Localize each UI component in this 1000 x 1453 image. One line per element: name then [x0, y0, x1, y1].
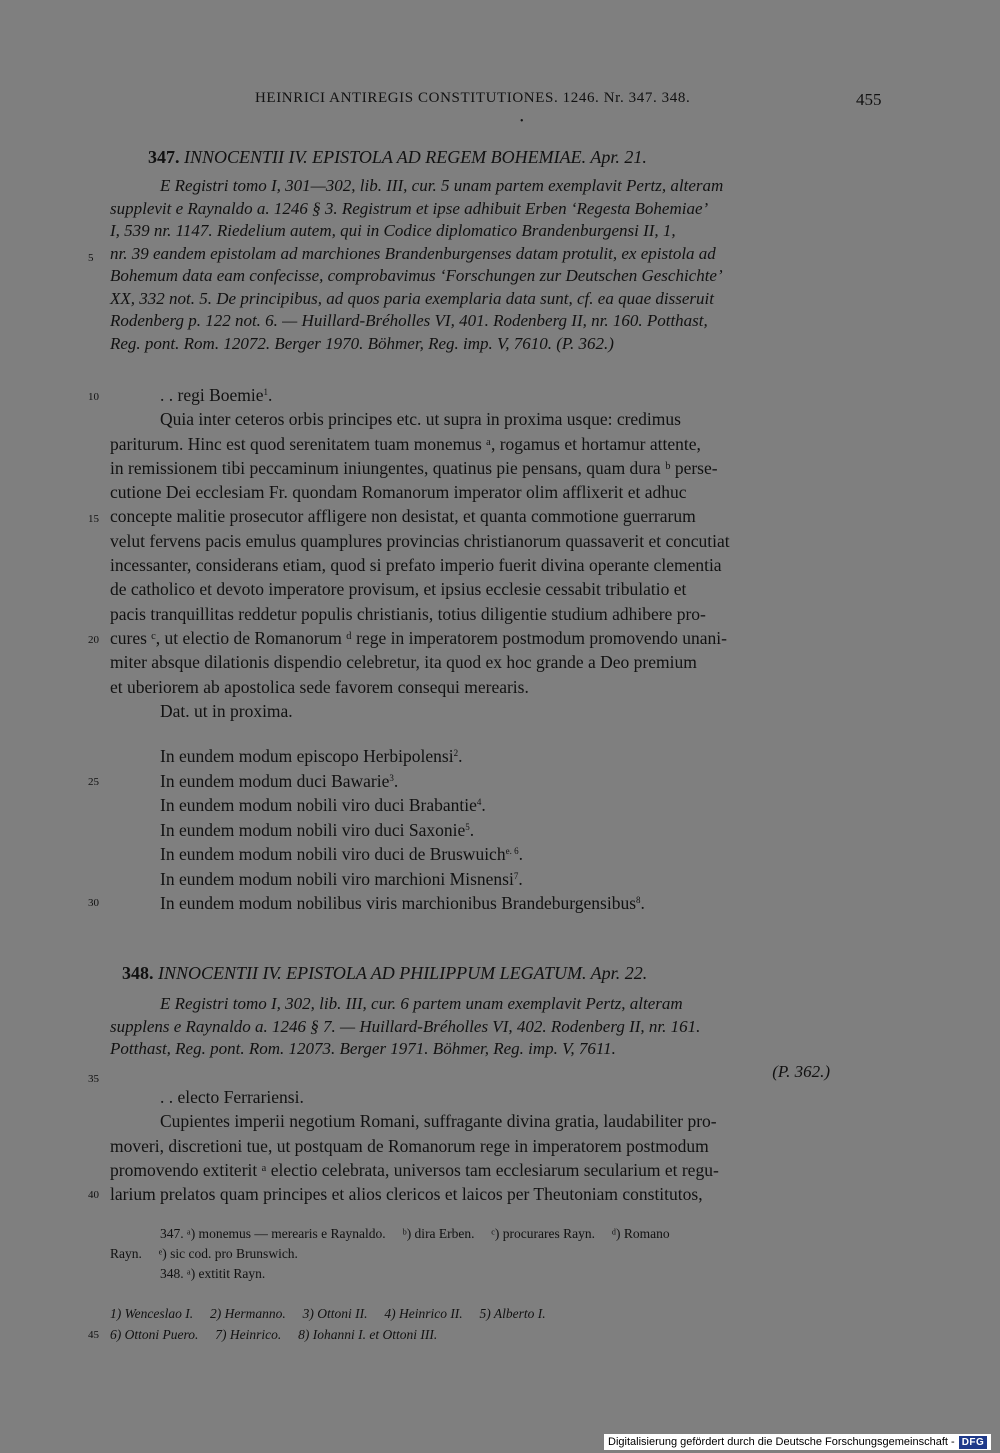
- text-line: Quia inter ceteros orbis principes etc. ut supra in proxima usque: credimus: [160, 409, 681, 430]
- text-line: et uberiorem ab apostolica sede favorem consequi merearis.: [110, 676, 529, 697]
- eundem-end: .: [640, 893, 645, 913]
- line-number: 5: [88, 252, 94, 264]
- text-line: in remissionem tibi peccaminum iniungentes, quatinus pie pensans, quam dura ᵇ perse-: [110, 457, 718, 478]
- text-line: cures ᶜ, ut electio de Romanorum ᵈ rege in imperatorem postmodum promovendo unani-: [110, 627, 727, 648]
- text-line: velut fervens pacis emulus quamplures provincias christianorum quassaverit et concutiat: [110, 530, 730, 551]
- apparatus-line: Rayn. ᵉ) sic cod. pro Brunswich.: [110, 1246, 298, 1261]
- footnote-ref: 3: [389, 772, 394, 783]
- line-number: 40: [88, 1189, 99, 1201]
- apparatus-line: 347. ᵃ) monemus — merearis e Raynaldo. ᵇ) dira Erben. ᶜ) procurares Rayn. ᵈ) Romano: [160, 1226, 670, 1241]
- source-line: Reg. pont. Rom. 12072. Berger 1970. Böhmer, Reg. imp. V, 7610. (P. 362.): [110, 333, 614, 353]
- line-number: 25: [88, 776, 99, 788]
- salutation: . . electo Ferrariensi.: [160, 1087, 304, 1107]
- source-end: (P. 362.): [772, 1061, 830, 1081]
- eundem-text: In eundem modum nobili viro duci Brabantie: [160, 795, 477, 815]
- dat-line: Dat. ut in proxima.: [160, 700, 293, 721]
- persons-line: 1) Wenceslao I. 2) Hermanno. 3) Ottoni II. 4) Heinrico II. 5) Alberto I.: [110, 1306, 546, 1321]
- footnote-ref: 8: [636, 895, 641, 905]
- text-line: Cupientes imperii negotium Romani, suffragante divina gratia, laudabiliter pro-: [160, 1111, 717, 1132]
- eundem-text: In eundem modum episcopo Herbipolensi: [160, 746, 454, 766]
- doc-347-source: [110, 175, 882, 355]
- text-line: moveri, discretioni tue, ut postquam de Romanorum rege in imperatorem postmodum: [110, 1135, 709, 1156]
- eundem-item: [160, 842, 645, 867]
- text-line: promovendo extiterit ᵃ electio celebrata, universos tam ecclesiarum secularium et regu-: [110, 1159, 719, 1180]
- doc-348-body: [110, 1085, 882, 1206]
- apparatus-line: 348. ᵃ) extitit Rayn.: [160, 1266, 266, 1281]
- eundem-text: In eundem modum duci Bawarie: [160, 770, 390, 791]
- eundem-text: In eundem modum nobili viro duci Saxonie: [160, 819, 466, 840]
- line-number: 45: [88, 1329, 99, 1341]
- footnote-ref: 4: [476, 797, 482, 807]
- doc-347-title: [148, 147, 647, 168]
- footnote-ref: e. 6: [505, 846, 519, 856]
- eundem-list: [160, 744, 645, 916]
- footnote-ref: 7: [513, 870, 519, 881]
- doc-347-body: [110, 383, 882, 723]
- doc-348-heading: INNOCENTII IV. EPISTOLA AD PHILIPPUM LEGATUM. Apr. 22.: [153, 963, 648, 983]
- eundem-item: [160, 744, 645, 769]
- doc-348-number: 348.: [122, 963, 154, 983]
- salutation-text: . . regi Boemie: [160, 385, 264, 405]
- doc-348-title: [122, 963, 647, 984]
- footnote-ref: 5: [465, 821, 470, 832]
- footnote-ref: 2: [453, 748, 459, 758]
- eundem-item: [160, 818, 645, 843]
- eundem-end: .: [469, 819, 475, 840]
- text-line: concepte malitie prosecutor affligere non desistat, et quanta commotione guerrarum: [110, 506, 696, 527]
- line-number: 30: [88, 897, 99, 909]
- eundem-item: [160, 891, 645, 916]
- dfg-footer: [604, 1434, 991, 1450]
- line-number: 35: [88, 1073, 99, 1085]
- text-line: incessanter, considerans etiam, quod si prefato imperio fuerit divina operante clementia: [110, 555, 722, 576]
- text-line: larium prelatos quam principes et alios clericos et laicos per Theutoniam constitutos,: [110, 1184, 703, 1205]
- source-line: Potthast, Reg. pont. Rom. 12073. Berger 1971. Böhmer, Reg. imp. V, 7611.: [110, 1039, 616, 1058]
- footer-text: Digitalisierung gefördert durch die Deutsche Forschungsgemeinschaft -: [608, 1436, 955, 1448]
- source-line: XX, 332 not. 5. De principibus, ad quos paria exemplaria data sunt, cf. ea quae disseruit: [110, 288, 714, 308]
- source-line: I, 539 nr. 1147. Riedelium autem, qui in Codice diplomatico Brandenburgensi II, 1,: [110, 221, 676, 240]
- source-line: supplevit e Raynaldo a. 1246 § 3. Registrum et ipse adhibuit Erben ‘Regesta Bohemiae’: [110, 198, 709, 218]
- eundem-end: .: [518, 868, 523, 889]
- text-line: de catholico et devoto imperatore provisum, et ipsius ecclesie cessabit tribulatio et: [110, 579, 687, 600]
- text-line: cutione Dei ecclesiam Fr. quondam Romanorum imperator olim afflixerit et adhuc: [110, 482, 687, 503]
- page-number: 455: [856, 90, 882, 109]
- eundem-end: .: [481, 795, 486, 815]
- eundem-end: .: [458, 746, 463, 766]
- source-line: supplens e Raynaldo a. 1246 § 7. — Huillard-Bréholles VI, 402. Rodenberg II, nr. 161.: [110, 1016, 701, 1036]
- source-line: Bohemum data eam confecisse, comprobavimus ‘Forschungen zur Deutschen Geschichte’: [110, 266, 723, 285]
- dfg-logo: DFG: [959, 1436, 988, 1449]
- doc-347-heading: INNOCENTII IV. EPISTOLA AD REGEM BOHEMIAE. Apr. 21.: [179, 147, 647, 167]
- eundem-text: In eundem modum nobili viro marchioni Misnensi: [160, 868, 514, 889]
- doc-348-source: [110, 993, 882, 1083]
- persons-line: 6) Ottoni Puero. 7) Heinrico. 8) Iohanni I. et Ottoni III.: [110, 1327, 438, 1342]
- line-number: 10: [88, 391, 99, 403]
- source-line: Rodenberg p. 122 not. 6. — Huillard-Bréholles VI, 401. Rodenberg II, nr. 160. Potthast,: [110, 311, 708, 330]
- eundem-end: .: [393, 770, 399, 791]
- source-line: E Registri tomo I, 302, lib. III, cur. 6 partem unam exemplavit Pertz, alteram: [160, 994, 683, 1013]
- text-line: pacis tranquillitas reddetur populis christianis, totius diligentie studium adhibere pro-: [110, 603, 706, 624]
- eundem-text: In eundem modum nobilibus viris marchionibus Brandeburgensibus: [160, 893, 637, 913]
- line-number: 20: [88, 634, 99, 646]
- footnote-ref: 1: [263, 387, 269, 397]
- eundem-end: .: [518, 844, 523, 864]
- source-line: E Registri tomo I, 301—302, lib. III, cur. 5 unam partem exemplavit Pertz, alteram: [160, 176, 724, 195]
- eundem-item: [160, 769, 645, 794]
- eundem-text: In eundem modum nobili viro duci de Bruswuich: [160, 844, 506, 864]
- running-header: HEINRICI ANTIREGIS CONSTITUTIONES. 1246. Nr. 347. 348.: [255, 90, 691, 106]
- source-line: nr. 39 eandem epistolam ad marchiones Brandenburgenses datam protulit, ex epistola ad: [110, 243, 716, 263]
- text-line: pariturum. Hinc est quod serenitatem tuam monemus ᵃ, rogamus et hortamur attente,: [110, 433, 701, 454]
- persons-footnotes: [110, 1303, 882, 1345]
- header-dot: •: [520, 116, 524, 127]
- text-line: miter absque dilationis dispendio celebretur, ita quod ex hoc grande a Deo premium: [110, 652, 697, 673]
- doc-347-number: 347.: [148, 147, 180, 167]
- eundem-item: [160, 793, 645, 818]
- critical-apparatus: [110, 1224, 882, 1284]
- eundem-item: [160, 867, 645, 892]
- salutation: . . regi Boemie$^1$.: [160, 385, 273, 405]
- line-number: 15: [88, 513, 99, 525]
